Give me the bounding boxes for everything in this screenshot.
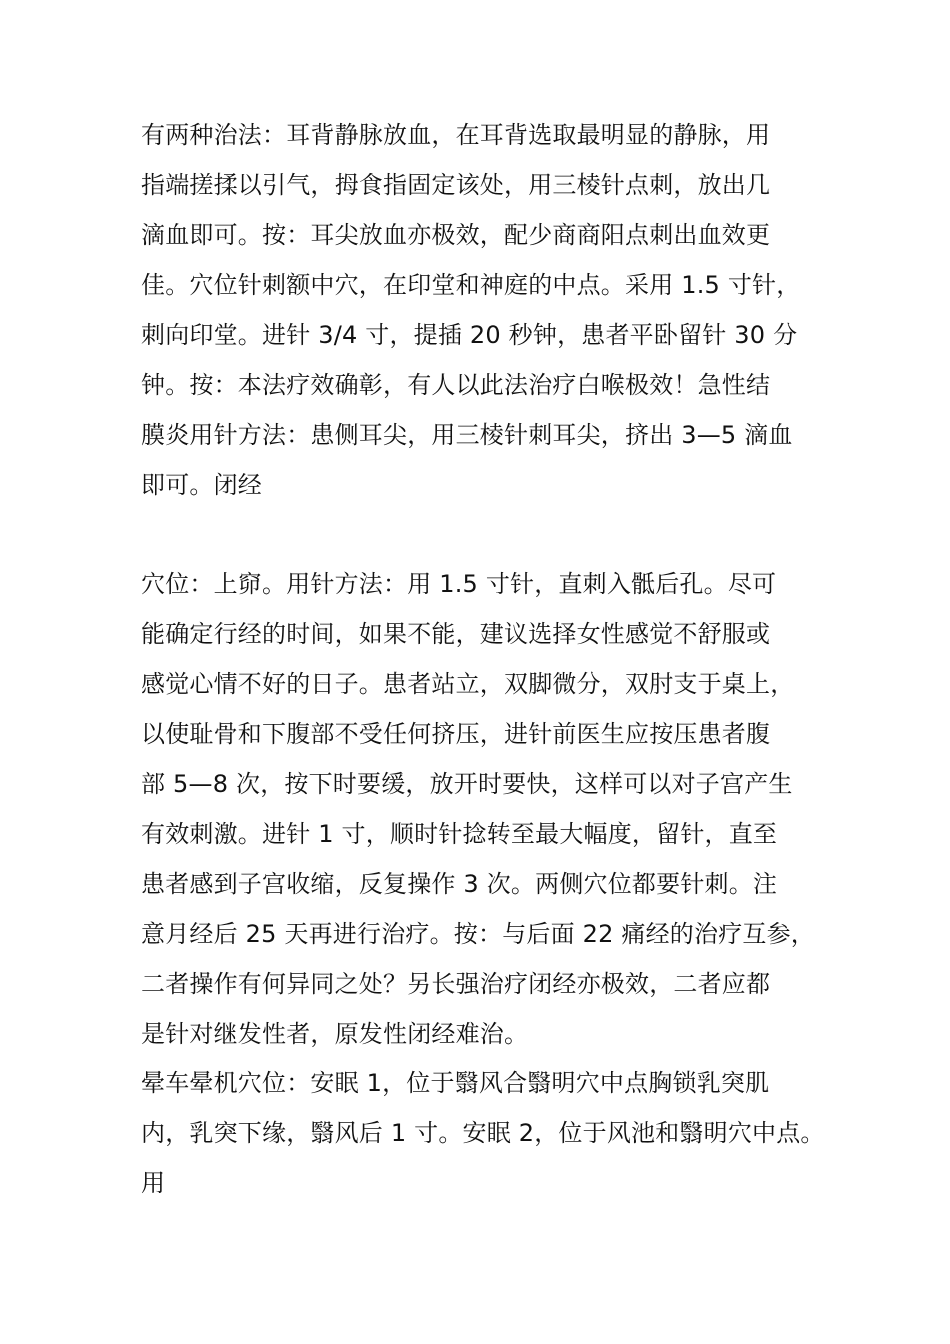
text-line: 穴位：上窌。用针方法：用 1.5 寸针，直刺入骶后孔。尽可	[141, 570, 777, 598]
paragraph-motion-sickness	[141, 1058, 841, 1208]
text-line: 有两种治法：耳背静脉放血，在耳背选取最明显的静脉，用	[141, 121, 771, 149]
text-line: 佳。穴位针刺额中穴，在印堂和神庭的中点。采用 1.5 寸针，	[141, 271, 801, 299]
text-line: 膜炎用针方法：患侧耳尖，用三棱针刺耳尖，挤出 3—5 滴血	[141, 421, 793, 449]
text-line: 意月经后 25 天再进行治疗。按：与后面 22 痛经的治疗互参，	[141, 920, 815, 948]
text-line: 指端搓揉以引气，拇食指固定该处，用三棱针点刺，放出几	[141, 171, 771, 199]
paragraph-amenorrhea	[141, 559, 841, 1059]
text-line: 是针对继发性者，原发性闭经难治。	[141, 1020, 529, 1048]
text-line: 晕车晕机穴位：安眠 1，位于翳风合翳明穴中点胸锁乳突肌	[141, 1069, 770, 1097]
text-line: 能确定行经的时间，如果不能，建议选择女性感觉不舒服或	[141, 620, 771, 648]
text-line: 二者操作有何异同之处？另长强治疗闭经亦极效，二者应都	[141, 970, 771, 998]
text-line: 感觉心情不好的日子。患者站立，双脚微分，双肘支于桌上，	[141, 670, 795, 698]
paragraph-ear-bloodletting	[141, 110, 841, 510]
text-line: 用	[141, 1169, 166, 1197]
text-line: 钟。按：本法疗效确彰，有人以此法治疗白喉极效！急性结	[141, 371, 771, 399]
text-line: 滴血即可。按：耳尖放血亦极效，配少商商阳点刺出血效更	[141, 221, 771, 249]
text-line: 有效刺激。进针 1 寸，顺时针捻转至最大幅度，留针，直至	[141, 820, 778, 848]
text-line: 以使耻骨和下腹部不受任何挤压，进针前医生应按压患者腹	[141, 720, 771, 748]
text-line: 内，乳突下缘，翳风后 1 寸。安眠 2，位于风池和翳明穴中点。	[141, 1119, 825, 1147]
text-line: 部 5—8 次，按下时要缓，放开时要快，这样可以对子宫产生	[141, 770, 793, 798]
text-line: 刺向印堂。进针 3/4 寸，提插 20 秒钟，患者平卧留针 30 分	[141, 321, 798, 349]
text-line: 即可。闭经	[141, 471, 262, 499]
text-line: 患者感到子宫收缩，反复操作 3 次。两侧穴位都要针刺。注	[141, 870, 778, 898]
